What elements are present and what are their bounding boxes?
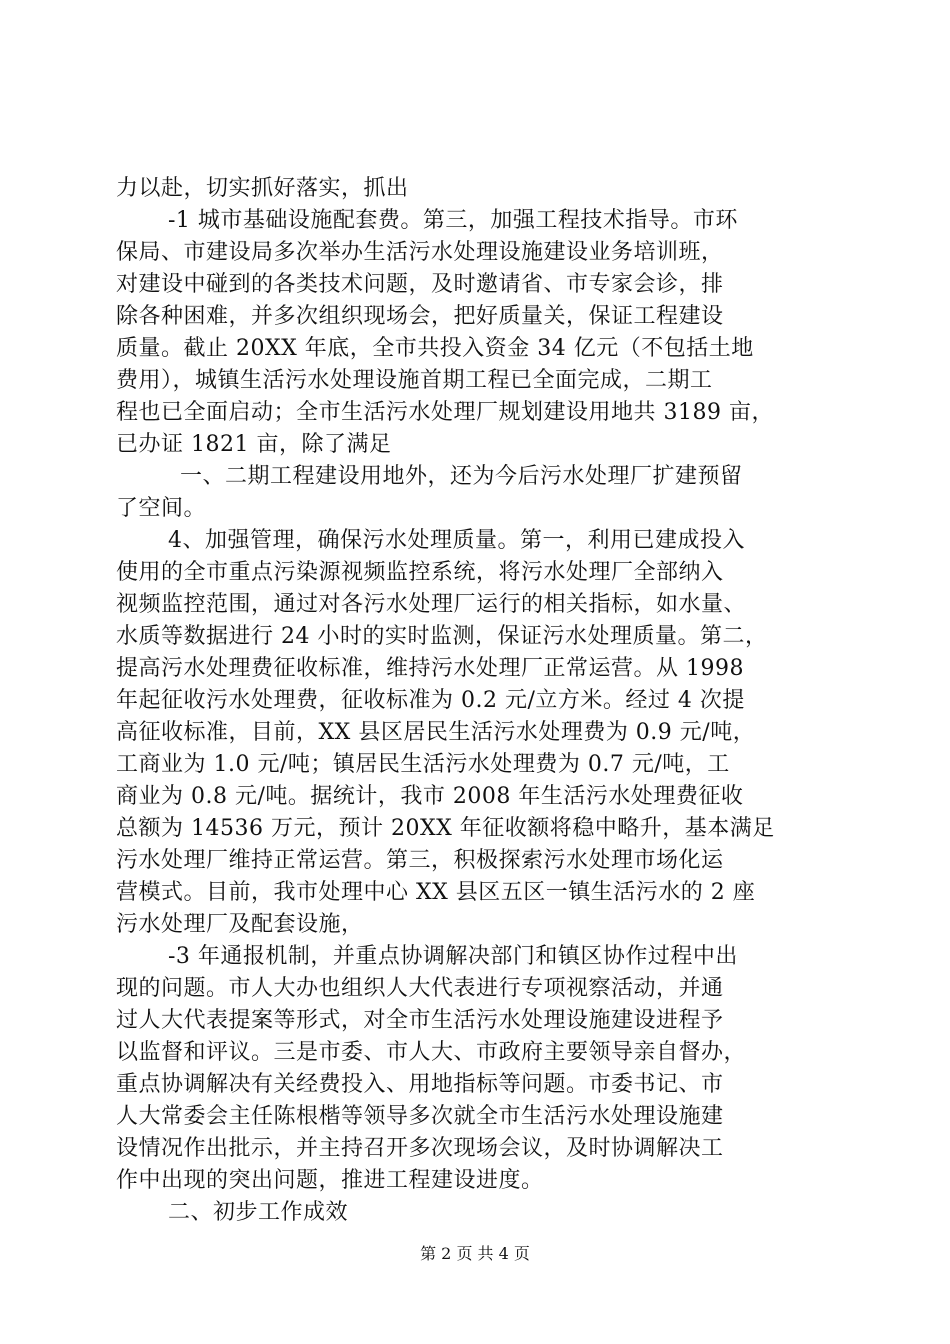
text-line: 营模式。目前，我市处理中心 XX 县区五区一镇生活污水的 2 座 bbox=[116, 880, 756, 905]
text-line: 污水处理厂及配套设施， bbox=[116, 912, 364, 937]
text-line: 商业为 0.8 元/吨。据统计，我市 2008 年生活污水处理费征收 bbox=[116, 784, 744, 809]
text-line: 除各种困难，并多次组织现场会，把好质量关，保证工程建设 bbox=[116, 304, 724, 329]
text-line: 力以赴，切实抓好落实，抓出 bbox=[116, 176, 409, 201]
text-line: 作中出现的突出问题，推进工程建设进度。 bbox=[116, 1168, 544, 1193]
text-line: 已办证 1821 亩，除了满足 bbox=[116, 432, 392, 457]
text-line: 现的问题。市人大办也组织人大代表进行专项视察活动，并通 bbox=[116, 976, 724, 1001]
text-line: 费用），城镇生活污水处理设施首期工程已全面完成，二期工 bbox=[116, 368, 713, 393]
text-line: 4、加强管理，确保污水处理质量。第一，利用已建成投入 bbox=[168, 528, 745, 553]
text-line: 过人大代表提案等形式，对全市生活污水处理设施建设进程予 bbox=[116, 1008, 724, 1033]
text-line: 水质等数据进行 24 小时的实时监测，保证污水处理质量。第二， bbox=[116, 624, 768, 649]
text-line: 保局、市建设局多次举办生活污水处理设施建设业务培训班， bbox=[116, 240, 724, 265]
text-line: 设情况作出批示，并主持召开多次现场会议，及时协调解决工 bbox=[116, 1136, 724, 1161]
text-line: 视频监控范围，通过对各污水处理厂运行的相关指标，如水量、 bbox=[116, 592, 747, 617]
text-line: 污水处理厂维持正常运营。第三，积极探索污水处理市场化运 bbox=[116, 848, 724, 873]
text-line: -3 年通报机制，并重点协调解决部门和镇区协作过程中出 bbox=[168, 944, 738, 969]
text-line: 一、二期工程建设用地外，还为今后污水处理厂扩建预留 bbox=[180, 464, 743, 489]
text-line: -1 城市基础设施配套费。第三，加强工程技术指导。市环 bbox=[168, 208, 738, 233]
text-line: 以监督和评议。三是市委、市人大、市政府主要领导亲自督办， bbox=[116, 1040, 747, 1065]
text-line: 提高污水处理费征收标准，维持污水处理厂正常运营。从 1998 bbox=[116, 656, 744, 681]
text-line: 年起征收污水处理费，征收标准为 0.2 元/立方米。经过 4 次提 bbox=[116, 688, 745, 713]
text-line: 高征收标准，目前，XX 县区居民生活污水处理费为 0.9 元/吨， bbox=[116, 720, 756, 745]
text-line: 工商业为 1.0 元/吨；镇居民生活污水处理费为 0.7 元/吨，工 bbox=[116, 752, 730, 777]
text-line: 人大常委会主任陈根楷等领导多次就全市生活污水处理设施建 bbox=[116, 1104, 724, 1129]
text-line: 使用的全市重点污染源视频监控系统，将污水处理厂全部纳入 bbox=[116, 560, 724, 585]
text-line: 程也已全面启动；全市生活污水处理厂规划建设用地共 3189 亩， bbox=[116, 400, 774, 425]
text-line: 总额为 14536 万元，预计 20XX 年征收额将稳中略升，基本满足 bbox=[116, 816, 775, 841]
text-line: 质量。截止 20XX 年底，全市共投入资金 34 亿元（不包括土地 bbox=[116, 336, 754, 361]
page-footer: 第 2 页 共 4 页 bbox=[420, 1244, 530, 1263]
text-line: 了空间。 bbox=[116, 496, 207, 521]
text-line: 对建设中碰到的各类技术问题，及时邀请省、市专家会诊，排 bbox=[116, 272, 724, 297]
text-line: 重点协调解决有关经费投入、用地指标等问题。市委书记、市 bbox=[116, 1072, 724, 1097]
section-heading: 二、初步工作成效 bbox=[168, 1200, 349, 1225]
